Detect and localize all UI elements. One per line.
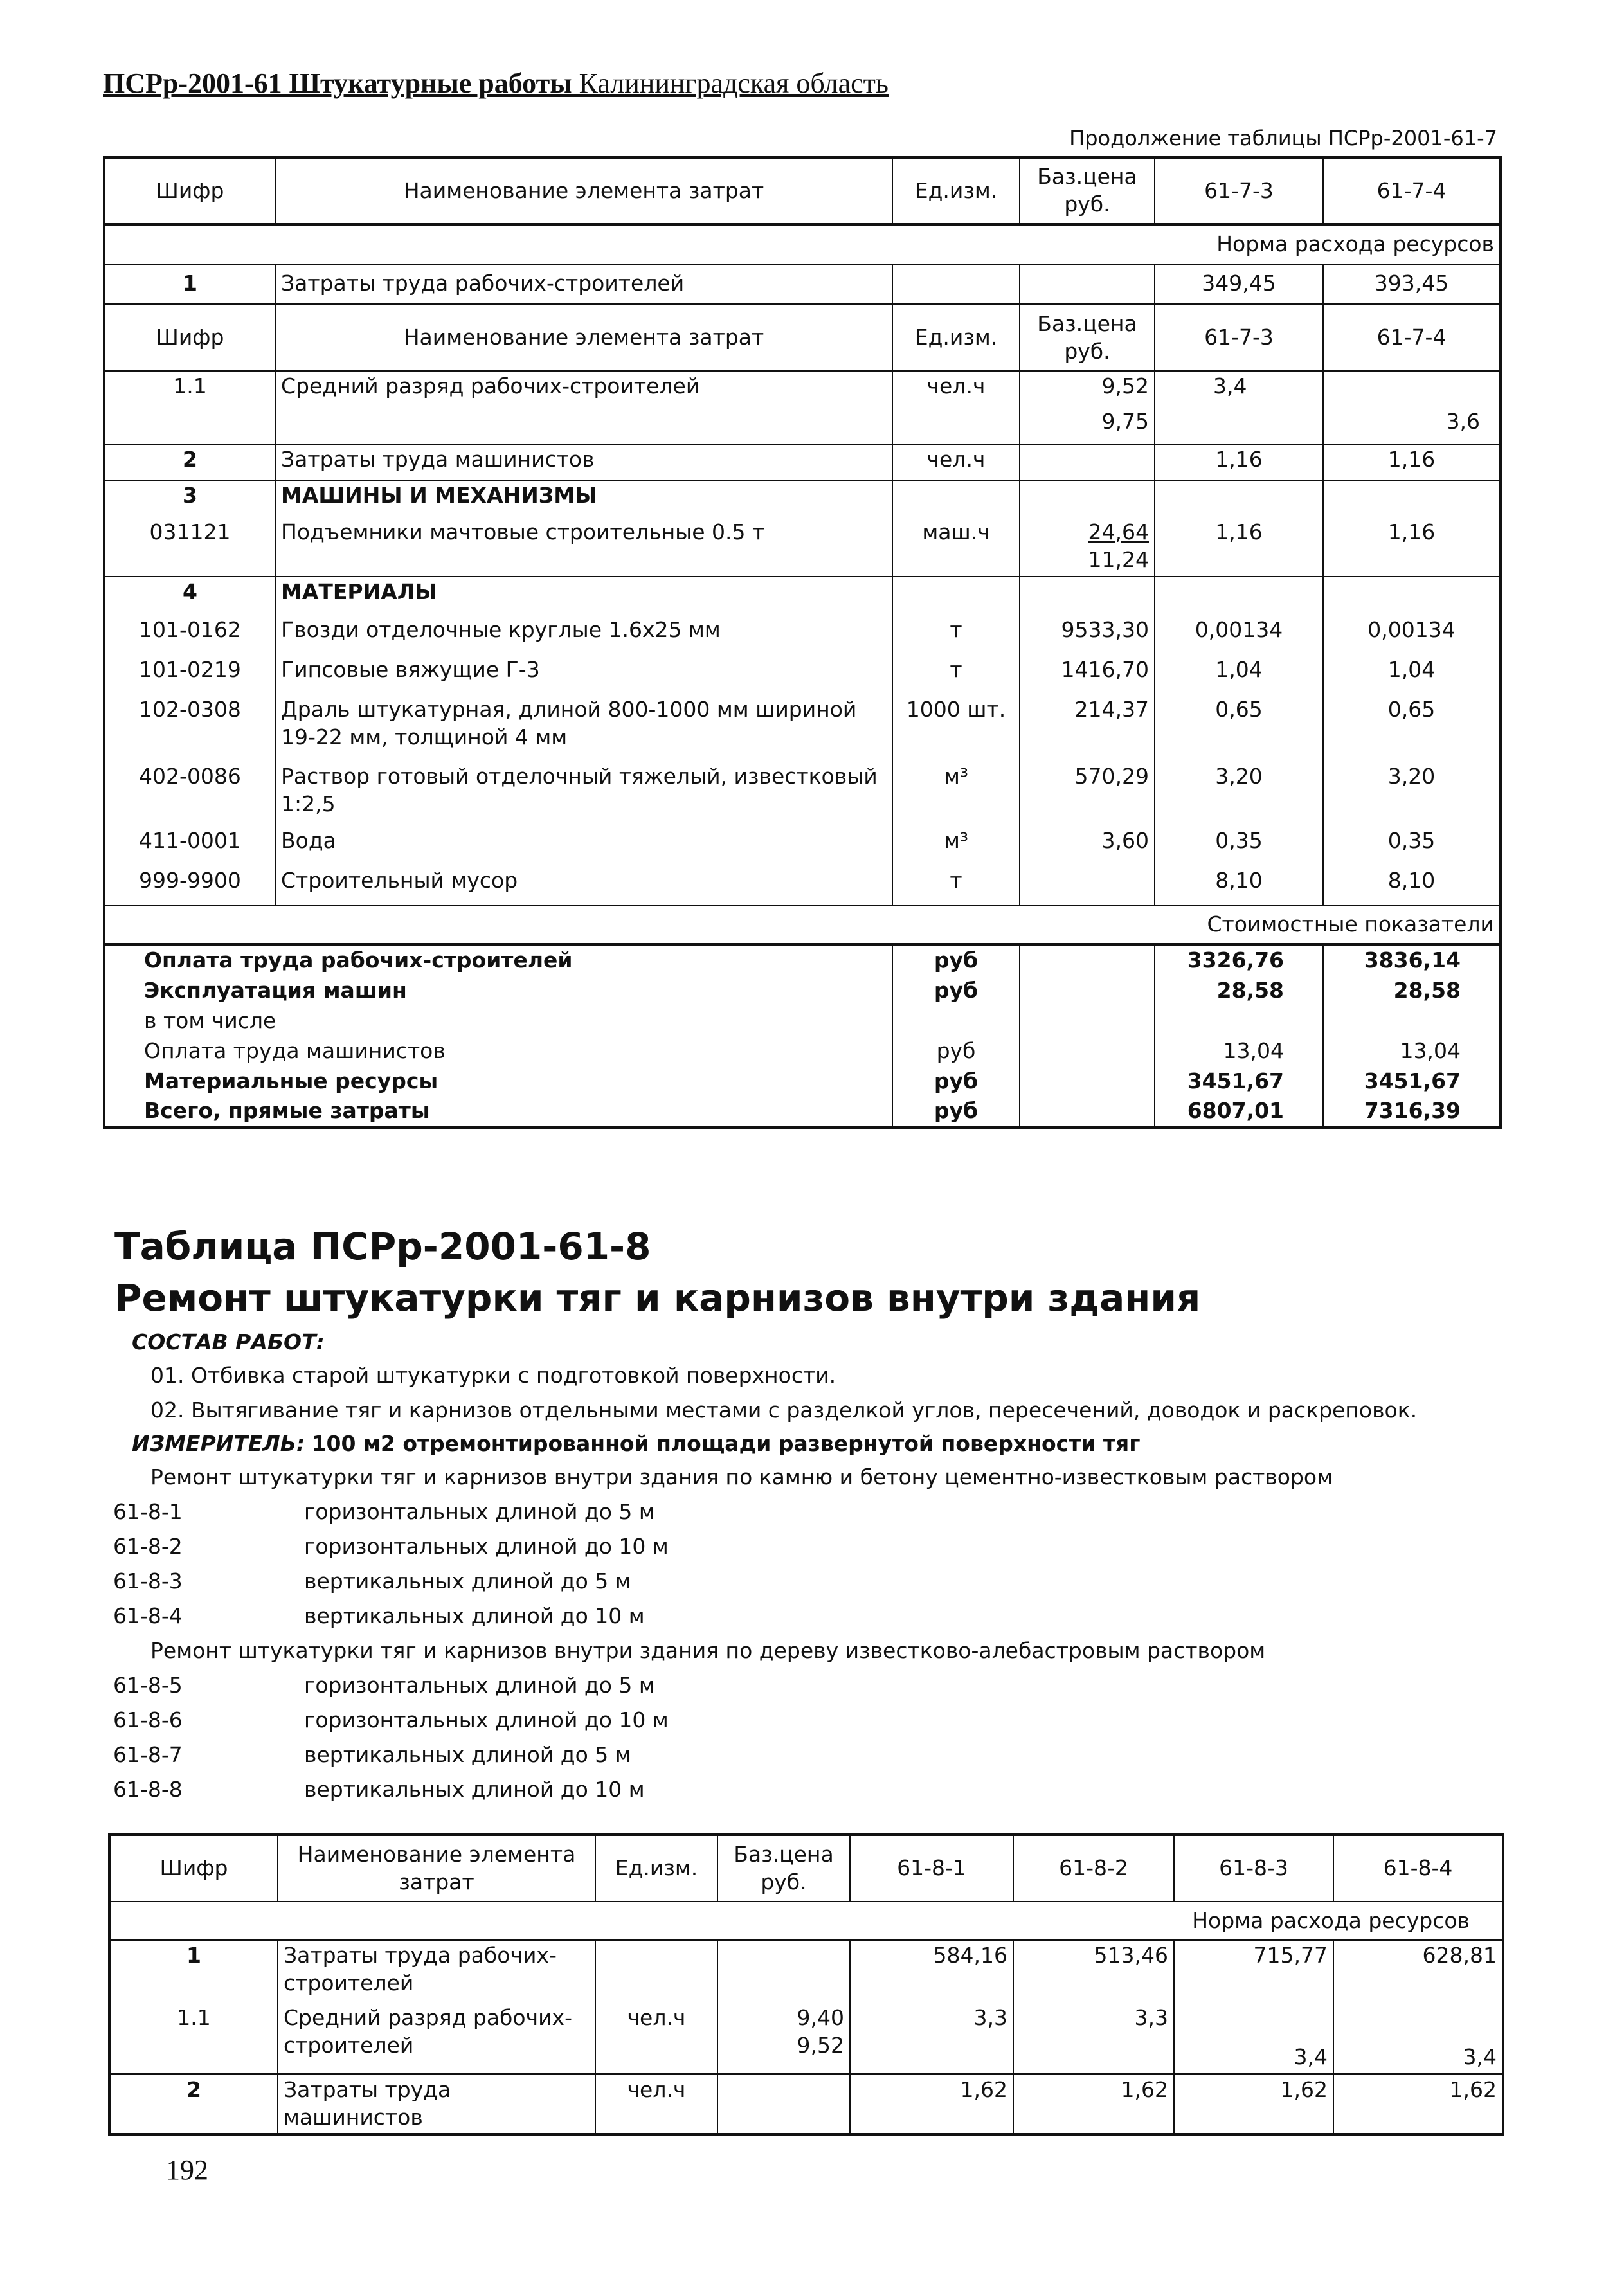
item-code: 61-8-4	[113, 1603, 183, 1628]
cell-name: Гвозди отделочные круглые 1.6х25 мм	[275, 615, 892, 655]
table-row	[104, 407, 1501, 444]
cell-value: 0,65	[1155, 695, 1323, 762]
cell-value	[1323, 480, 1501, 517]
cell-value: 3,4	[1155, 371, 1323, 407]
cell-name: Подъемники мачтовые строительные 0.5 т	[275, 517, 892, 577]
meter-line	[132, 1431, 1140, 1456]
cost-row	[104, 1066, 1501, 1097]
cost-label: Стоимостные показатели	[104, 906, 1501, 944]
table-row	[109, 2003, 1503, 2074]
cell-unit: чел.ч	[595, 2003, 717, 2074]
norm-label: Норма расхода ресурсов	[109, 1902, 1503, 1940]
section-row-machines	[104, 480, 1501, 517]
cell-value: 1,62	[850, 2074, 1013, 2134]
cell-code: 1	[104, 264, 275, 304]
cell-unit: т	[892, 655, 1020, 695]
cost-label-row	[104, 906, 1501, 944]
item-code: 61-8-6	[113, 1707, 183, 1732]
cost-value: 13,04	[1323, 1036, 1501, 1066]
cell-code: 3	[104, 480, 275, 517]
header-title: Штукатурные работы	[289, 67, 572, 99]
cost-name: Материальные ресурсы	[144, 1068, 438, 1093]
item-code: 61-8-5	[113, 1673, 183, 1698]
item-desc: горизонтальных длиной до 5 м	[304, 1673, 655, 1698]
cost-price	[1020, 1006, 1155, 1036]
table-row	[104, 695, 1501, 762]
cell-value: 513,46	[1013, 1940, 1174, 2003]
cell-code: 101-0162	[139, 617, 241, 642]
item-code: 61-8-8	[113, 1777, 183, 1802]
cell-unit: чел.ч	[595, 2074, 717, 2134]
cost-price	[1020, 944, 1155, 976]
cell-value: 349,45	[1155, 264, 1323, 304]
cell-price	[1020, 866, 1155, 906]
header-region: Калининградская область	[579, 67, 889, 99]
cell-price: 214,37	[1020, 695, 1155, 762]
col-header-code: Шифр	[156, 177, 224, 203]
cell-value: 584,16	[850, 1940, 1013, 2003]
work-composition-label: СОСТАВ РАБОТ:	[132, 1329, 325, 1354]
cell-code	[104, 407, 275, 444]
cost-value: 3836,14	[1323, 944, 1501, 976]
cost-name: Оплата труда машинистов	[144, 1038, 446, 1063]
table-row	[104, 371, 1501, 407]
cost-row	[104, 944, 1501, 976]
cell-unit	[892, 264, 1020, 304]
cost-row	[104, 1036, 1501, 1066]
meter-value: 100 м2 отремонтированной площади развернутой поверхности тяг	[311, 1431, 1141, 1456]
col-header-61-8-3: 61-8-3	[1174, 1835, 1333, 1902]
cost-unit	[892, 1006, 1020, 1036]
cost-value: 3326,76	[1155, 944, 1323, 976]
cost-unit: руб	[892, 944, 1020, 976]
cell-price: 570,29	[1020, 762, 1155, 826]
page-header	[103, 67, 889, 100]
cell-value: 628,81	[1333, 1940, 1503, 2003]
table-row	[104, 264, 1501, 304]
col-header-61-7-4: 61-7-4	[1323, 304, 1501, 371]
cell-code: 2	[104, 444, 275, 480]
col-header-price: Баз.цена руб.	[1020, 304, 1155, 371]
meter-label: ИЗМЕРИТЕЛЬ:	[132, 1431, 305, 1456]
cell-value: 1,62	[1333, 2074, 1503, 2134]
cell-value: 3,3	[1013, 2003, 1174, 2074]
cell-value: 1,16	[1323, 444, 1501, 480]
cell-value: 1,62	[1174, 2074, 1333, 2134]
item-code: 61-8-1	[113, 1499, 183, 1524]
cell-unit: т	[892, 615, 1020, 655]
table-row	[104, 444, 1501, 480]
cost-unit: руб	[892, 1036, 1020, 1066]
cell-code: 1.1	[177, 2005, 211, 2030]
col-header-name: Наименование элемента затрат	[275, 157, 892, 224]
col-header-price: Баз.цена руб.	[717, 1835, 850, 1902]
col-header-61-8-1: 61-8-1	[850, 1835, 1013, 1902]
item-code: 61-8-2	[113, 1534, 183, 1559]
cell-code: 402-0086	[139, 764, 241, 789]
continuation-caption: Продолжение таблицы ПСРр-2001-61-7	[1069, 126, 1497, 150]
item-code: 61-8-3	[113, 1569, 183, 1594]
cost-value: 7316,39	[1323, 1096, 1501, 1128]
cell-value: 393,45	[1323, 264, 1501, 304]
table-row	[109, 1940, 1503, 2003]
cell-price	[717, 1940, 850, 2003]
col-header-unit: Ед.изм.	[595, 1835, 717, 1902]
cell-value: 1,04	[1323, 655, 1501, 695]
col-header-code: Шифр	[104, 304, 275, 371]
cell-unit: м³	[892, 762, 1020, 826]
cell-code: 4	[104, 577, 275, 615]
cost-price	[1020, 976, 1155, 1006]
col-header-unit: Ед.изм.	[892, 157, 1020, 224]
cost-row	[104, 976, 1501, 1006]
cost-name: Всего, прямые затраты	[144, 1098, 430, 1124]
cell-unit: чел.ч	[892, 371, 1020, 407]
table-row	[104, 615, 1501, 655]
cell-value: 1,04	[1155, 655, 1323, 695]
cost-value: 13,04	[1155, 1036, 1323, 1066]
cost-price	[1020, 1036, 1155, 1066]
cell-name: Затраты труда рабочих-строителей	[278, 1940, 595, 2003]
cost-row	[104, 1096, 1501, 1128]
cell-unit: 1000 шт.	[892, 695, 1020, 762]
section-row-materials	[104, 577, 1501, 615]
cell-value: 8,10	[1323, 866, 1501, 906]
item-desc: вертикальных длиной до 10 м	[304, 1777, 645, 1802]
price-line: 11,24	[1088, 546, 1149, 572]
cost-value	[1323, 1006, 1501, 1036]
cell-name: Средний разряд рабочих-строителей	[278, 2003, 595, 2074]
cost-price	[1020, 1066, 1155, 1097]
cell-value: 0,00134	[1155, 615, 1323, 655]
norm-label-row	[109, 1902, 1503, 1940]
cost-value: 3451,67	[1155, 1066, 1323, 1097]
cell-unit	[892, 577, 1020, 615]
price-line: 9,52	[797, 2032, 844, 2058]
cell-code: 2	[109, 2074, 278, 2134]
cell-unit	[595, 1940, 717, 2003]
cell-code: 101-0219	[139, 657, 241, 682]
section-title: МАШИНЫ И МЕХАНИЗМЫ	[275, 480, 892, 517]
cell-code: 102-0308	[139, 697, 241, 722]
col-header-61-7-3: 61-7-3	[1155, 304, 1323, 371]
cell-code: 411-0001	[139, 828, 241, 853]
cell-value: 0,00134	[1323, 615, 1501, 655]
col-header-61-8-4: 61-8-4	[1333, 1835, 1503, 1902]
table-row	[104, 762, 1501, 826]
cell-code: 1.1	[104, 371, 275, 407]
col-header-61-8-2: 61-8-2	[1013, 1835, 1174, 1902]
cell-code: 1	[109, 1940, 278, 2003]
cell-value: 8,10	[1155, 866, 1323, 906]
price-line: 24,64	[1088, 519, 1149, 544]
item-desc: горизонтальных длиной до 10 м	[304, 1707, 669, 1732]
cell-value: 3,6	[1323, 407, 1501, 444]
cell-name	[275, 407, 892, 444]
group-caption-1: Ремонт штукатурки тяг и карнизов внутри здания по камню и бетону цементно-известковым раствором	[150, 1464, 1333, 1489]
cell-price: 9,52	[1020, 371, 1155, 407]
cell-price: 9533,30	[1020, 615, 1155, 655]
table-row	[104, 826, 1501, 866]
table-header-row	[104, 157, 1501, 224]
cost-row	[104, 1006, 1501, 1036]
cost-value: 28,58	[1155, 976, 1323, 1006]
cell-price	[1020, 577, 1155, 615]
cell-unit: т	[892, 866, 1020, 906]
cell-value: 1,16	[1155, 517, 1323, 577]
cell-value: 0,35	[1155, 826, 1323, 866]
cell-price	[1020, 264, 1155, 304]
cost-unit: руб	[892, 976, 1020, 1006]
col-header-unit: Ед.изм.	[892, 304, 1020, 371]
price-line: 9,40	[797, 2005, 844, 2030]
page-number: 192	[166, 2154, 208, 2186]
table-header-row	[109, 1835, 1503, 1902]
cost-value: 3451,67	[1323, 1066, 1501, 1097]
cell-name: Вода	[275, 826, 892, 866]
item-desc: вертикальных длиной до 5 м	[304, 1569, 631, 1594]
cell-name: Раствор готовый отделочный тяжелый, известковый 1:2,5	[275, 762, 892, 826]
cell-price	[1020, 517, 1155, 577]
cell-value: 0,65	[1323, 695, 1501, 762]
cell-unit	[892, 407, 1020, 444]
cell-price: 1416,70	[1020, 655, 1155, 695]
cell-code: 031121	[149, 519, 231, 544]
cell-value	[1323, 577, 1501, 615]
col-header-61-7-3: 61-7-3	[1155, 157, 1323, 224]
cell-value: 3,4	[1333, 2003, 1503, 2074]
cell-value: 1,62	[1013, 2074, 1174, 2134]
group-caption-2: Ремонт штукатурки тяг и карнизов внутри здания по дереву известково-алебастровым раствором	[150, 1638, 1266, 1663]
cell-price	[1020, 480, 1155, 517]
cost-value	[1155, 1006, 1323, 1036]
cost-value: 6807,01	[1155, 1096, 1323, 1128]
norm-label-row	[104, 224, 1501, 264]
cost-unit: руб	[892, 1066, 1020, 1097]
cell-value: 1,16	[1155, 444, 1323, 480]
cell-name: Затраты труда машинистов	[275, 444, 892, 480]
cell-value	[1323, 371, 1501, 407]
cell-value: 3,3	[850, 2003, 1013, 2074]
cell-name: Строительный мусор	[275, 866, 892, 906]
cell-value: 0,35	[1323, 826, 1501, 866]
cell-price	[717, 2003, 850, 2074]
col-header-61-7-4: 61-7-4	[1323, 157, 1501, 224]
col-header-name: Наименование элемента затрат	[278, 1835, 595, 1902]
cost-value: 28,58	[1323, 976, 1501, 1006]
cell-price: 3,60	[1020, 826, 1155, 866]
item-desc: горизонтальных длиной до 10 м	[304, 1534, 669, 1559]
cost-name: в том числе	[144, 1007, 276, 1033]
item-desc: вертикальных длиной до 10 м	[304, 1603, 645, 1628]
cell-name: Гипсовые вяжущие Г-3	[275, 655, 892, 695]
table-row	[104, 517, 1501, 577]
cell-value: 715,77	[1174, 1940, 1333, 2003]
header-code: ПСРр-2001-61	[103, 67, 282, 99]
table-title: Таблица ПСРр-2001-61-8	[114, 1225, 651, 1268]
cell-name: Затраты труда рабочих-строителей	[275, 264, 892, 304]
norm-label: Норма расхода ресурсов	[104, 224, 1501, 264]
cell-name: Драль штукатурная, длиной 800-1000 мм шириной 19-22 мм, толщиной 4 мм	[275, 695, 892, 762]
cell-name: Средний разряд рабочих-строителей	[275, 371, 892, 407]
col-header-code: Шифр	[159, 1855, 228, 1881]
cell-price	[1020, 444, 1155, 480]
table-row	[104, 655, 1501, 695]
cell-value: 3,4	[1174, 2003, 1333, 2074]
table-subtitle: Ремонт штукатурки тяг и карнизов внутри здания	[114, 1276, 1201, 1320]
cost-price	[1020, 1096, 1155, 1128]
item-code: 61-8-7	[113, 1742, 183, 1767]
table-row	[109, 2074, 1503, 2134]
col-header-price: Баз.цена руб.	[1020, 157, 1155, 224]
cell-unit: м³	[892, 826, 1020, 866]
cell-code: 999-9900	[139, 868, 241, 893]
cell-value: 3,20	[1155, 762, 1323, 826]
cell-unit	[892, 480, 1020, 517]
cell-unit: маш.ч	[892, 517, 1020, 577]
cost-name: Эксплуатация машин	[144, 977, 407, 1003]
cell-value	[1155, 480, 1323, 517]
cost-unit: руб	[892, 1096, 1020, 1128]
item-desc: вертикальных длиной до 5 м	[304, 1742, 631, 1767]
col-header-name: Наименование элемента затрат	[275, 304, 892, 371]
section-title: МАТЕРИАЛЫ	[275, 577, 892, 615]
cell-unit: чел.ч	[892, 444, 1020, 480]
work-step-1: 01. Отбивка старой штукатурки с подготовкой поверхности.	[150, 1363, 836, 1388]
cell-value: 1,16	[1323, 517, 1501, 577]
cell-value	[1155, 407, 1323, 444]
cell-value: 3,20	[1323, 762, 1501, 826]
work-step-2: 02. Вытягивание тяг и карнизов отдельными местами с разделкой углов, пересечений, доводок и раскреповок.	[150, 1398, 1418, 1423]
cell-price: 9,75	[1020, 407, 1155, 444]
resource-table-61-7	[103, 156, 1502, 1129]
table-row	[104, 866, 1501, 906]
repeat-header-row	[104, 304, 1501, 371]
resource-table-61-8	[108, 1833, 1504, 2136]
item-desc: горизонтальных длиной до 5 м	[304, 1499, 655, 1524]
cell-price	[717, 2074, 850, 2134]
cost-name: Оплата труда рабочих-строителей	[104, 944, 892, 976]
cell-value	[1155, 577, 1323, 615]
cell-name: Затраты труда машинистов	[278, 2074, 595, 2134]
